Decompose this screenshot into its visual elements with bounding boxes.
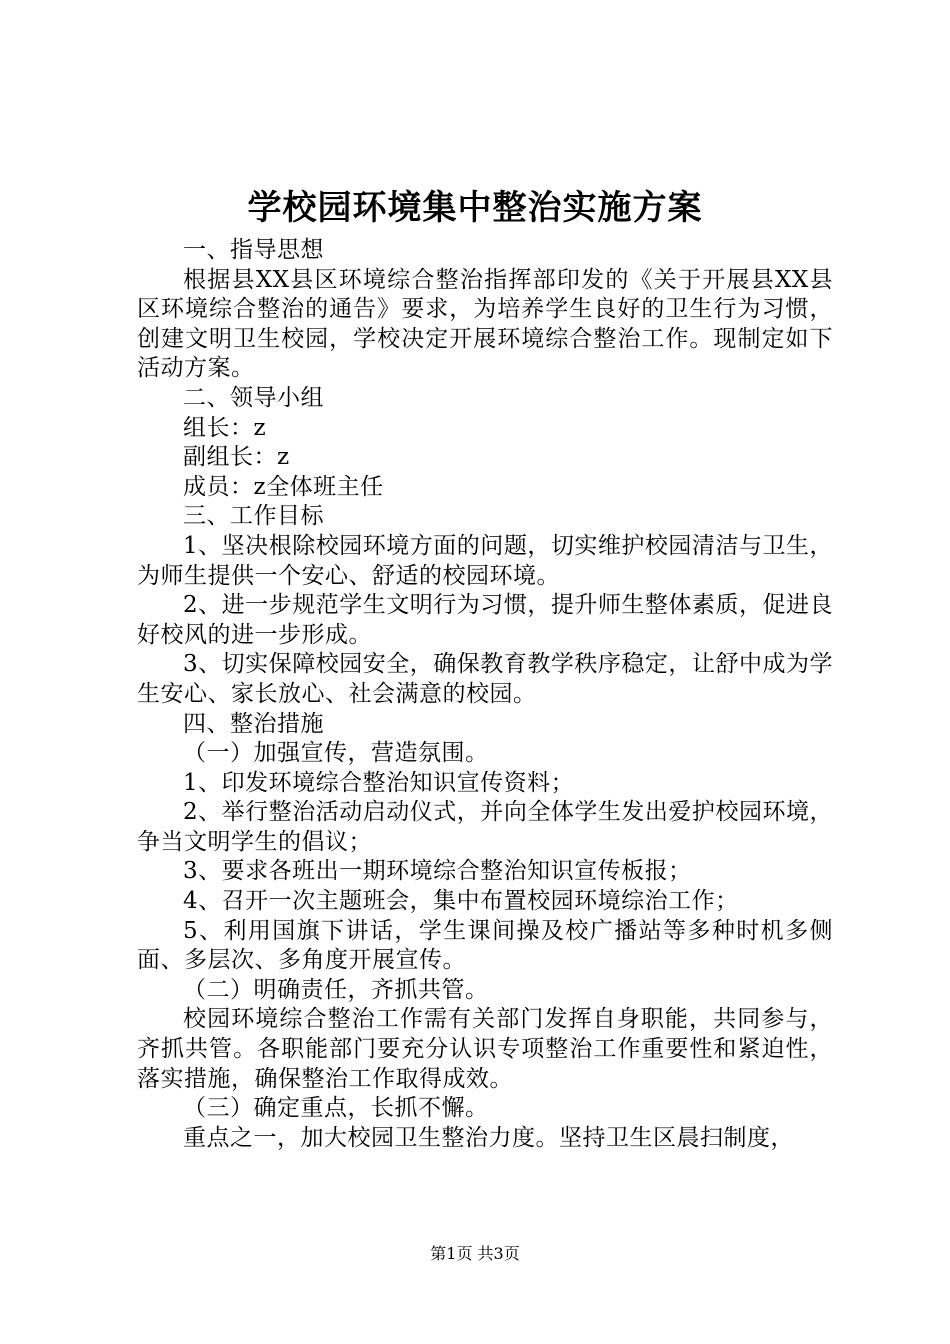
body-paragraph: 重点之一，加大校园卫生整治力度。坚持卫生区晨扫制度， (183, 1124, 794, 1151)
body-paragraph: 1、坚决根除校园环境方面的问题，切实维护校园清洁与卫生，为师生提供一个安心、舒适的校园环境。 (137, 532, 833, 589)
body-paragraph: 4、召开一次主题班会，集中布置校园环境综治工作； (183, 888, 739, 915)
body-paragraph: 成员：z全体班主任 (183, 473, 384, 500)
body-paragraph: 3、切实保障校园安全，确保教育教学秩序稳定，让舒中成为学生安心、家长放心、社会满意的校园。 (137, 651, 833, 707)
subsection-heading: （一）加强宣传，营造氛围。 (183, 740, 489, 767)
page-footer: 第1页 共3页 (430, 1244, 520, 1263)
section-heading: 四、整治措施 (183, 710, 324, 737)
body-paragraph: 2、进一步规范学生文明行为习惯，提升师生整体素质，促进良好校风的进一步形成。 (137, 592, 833, 648)
section-heading: 一、指导思想 (183, 237, 324, 263)
document-title: 学校园环境集中整治实施方案 (247, 188, 703, 228)
body-paragraph: 1、印发环境综合整治知识宣传资料； (183, 769, 575, 796)
subsection-heading: （三）确定重点，长抓不懈。 (183, 1095, 489, 1122)
body-paragraph: 3、要求各班出一期环境综合整治知识宣传板报； (183, 858, 692, 885)
body-paragraph: 5、利用国旗下讲话，学生课间操及校广播站等多种时机多侧面、多层次、多角度开展宣传。 (137, 917, 833, 974)
section-heading: 三、工作目标 (183, 503, 324, 530)
subsection-heading: （二）明确责任，齐抓共管。 (183, 976, 489, 1003)
section-heading: 二、领导小组 (183, 384, 324, 411)
body-paragraph: 根据县XX县区环境综合整治指挥部印发的《关于开展县XX县区环境综合整治的通告》要求，为培养学生良好的卫生行为习惯，创建文明卫生校园，学校决定开展环境综合整治工作。现制定如下活动方案。 (137, 266, 833, 382)
body-paragraph: 2、举行整治活动启动仪式，并向全体学生发出爱护校园环境，争当文明学生的倡议； (137, 799, 833, 855)
body-paragraph: 校园环境综合整治工作需有关部门发挥自身职能，共同参与，齐抓共管。各职能部门要充分认识专项整治工作重要性和紧迫性，落实措施，确保整治工作取得成效。 (137, 1006, 833, 1092)
body-paragraph: 副组长：z (183, 444, 290, 471)
document-body (137, 236, 833, 1153)
body-paragraph: 组长：z (183, 414, 267, 441)
